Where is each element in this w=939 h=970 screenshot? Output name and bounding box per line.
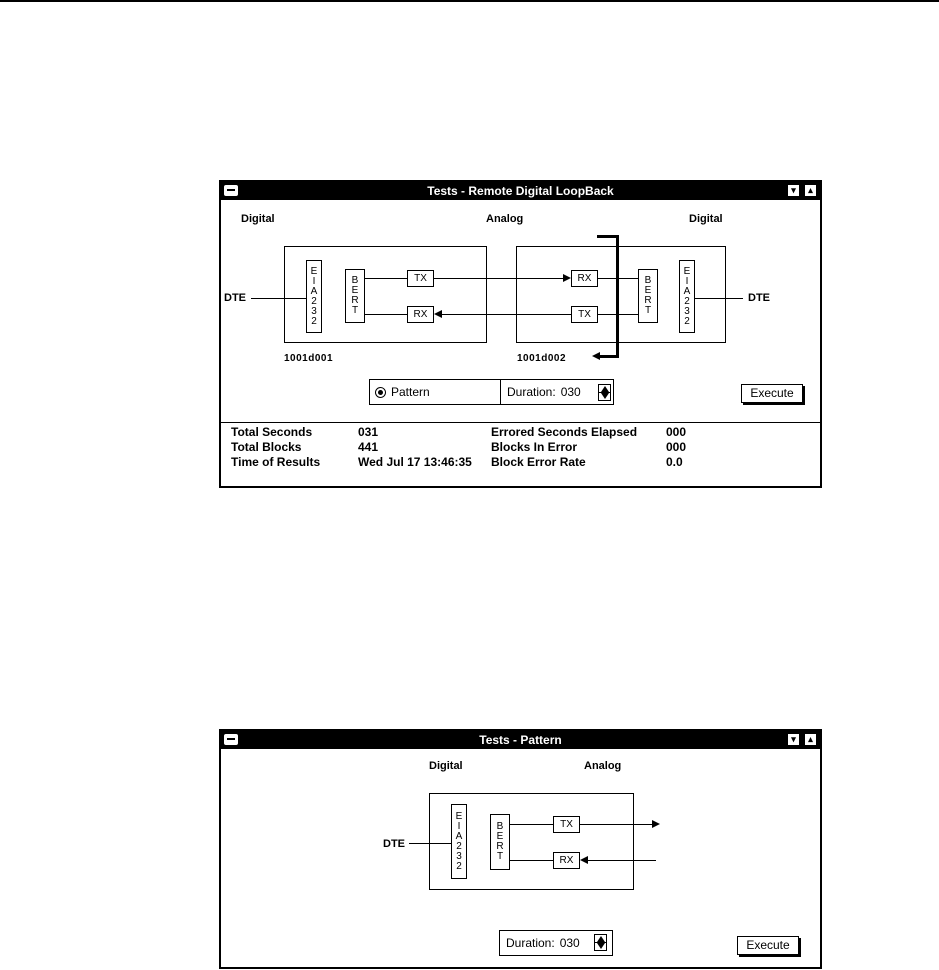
execute-button[interactable]: Execute bbox=[741, 384, 803, 403]
duration-value[interactable]: 030 bbox=[560, 385, 581, 399]
time-of-results-value: Wed Jul 17 13:46:35 bbox=[358, 455, 472, 469]
eia232-block-right: E I A 2 3 2 bbox=[679, 260, 695, 333]
title-bar[interactable] bbox=[221, 731, 820, 749]
digital-label-left: Digital bbox=[241, 213, 275, 225]
blocks-in-error-value: 000 bbox=[666, 440, 687, 454]
system-menu-icon[interactable] bbox=[224, 185, 238, 196]
time-of-results-label: Time of Results bbox=[231, 455, 321, 469]
rx-arrow-icon bbox=[580, 856, 588, 864]
duration-spinner[interactable] bbox=[598, 384, 611, 401]
pattern-label: Pattern bbox=[391, 385, 430, 399]
duration-value[interactable]: 030 bbox=[559, 936, 580, 950]
results-divider bbox=[221, 422, 820, 423]
spin-down-icon[interactable] bbox=[601, 393, 609, 399]
execute-button[interactable]: Execute bbox=[737, 936, 799, 955]
title-bar[interactable] bbox=[221, 182, 820, 200]
bert-block-right: B E R T bbox=[638, 269, 658, 323]
tx-box-left: TX bbox=[407, 270, 434, 287]
rx-signal-line bbox=[588, 860, 656, 861]
errored-seconds-label: Errored Seconds Elapsed bbox=[491, 425, 638, 439]
block-error-rate-value: 0.0 bbox=[666, 455, 683, 469]
digital-label-right: Digital bbox=[689, 213, 723, 225]
dte-line bbox=[409, 843, 451, 844]
dte-label-left: DTE bbox=[224, 292, 246, 304]
window-title: Tests - Pattern bbox=[479, 733, 562, 747]
rx-arrow-icon bbox=[434, 310, 442, 318]
pattern-window bbox=[219, 729, 822, 969]
minimize-icon[interactable]: ▾ bbox=[787, 733, 800, 746]
digital-label: Digital bbox=[429, 760, 463, 772]
pattern-radio[interactable] bbox=[369, 379, 501, 405]
total-seconds-label: Total Seconds bbox=[231, 425, 313, 439]
maximize-icon[interactable]: ▴ bbox=[804, 184, 817, 197]
loopback-arrow-icon bbox=[592, 352, 600, 360]
duration-spinner[interactable] bbox=[594, 934, 607, 951]
rx-box-left: RX bbox=[407, 306, 434, 323]
duration-control[interactable] bbox=[500, 379, 614, 405]
window-title: Tests - Remote Digital LoopBack bbox=[427, 184, 614, 198]
spin-down-icon[interactable] bbox=[597, 943, 605, 949]
total-blocks-value: 441 bbox=[358, 440, 379, 454]
duration-label: Duration: bbox=[506, 936, 555, 950]
total-blocks-label: Total Blocks bbox=[231, 440, 302, 454]
maximize-icon[interactable]: ▴ bbox=[804, 733, 817, 746]
eia232-block-left: E I A 2 3 2 bbox=[306, 260, 322, 333]
dte-line-left bbox=[251, 298, 306, 299]
tx-signal-line bbox=[580, 824, 653, 825]
errored-seconds-value: 000 bbox=[666, 425, 687, 439]
loopback-bracket-bottom bbox=[599, 355, 619, 358]
system-menu-icon[interactable] bbox=[224, 734, 238, 745]
rx-box-right: RX bbox=[571, 270, 598, 287]
rx-box: RX bbox=[553, 852, 580, 869]
tx-box: TX bbox=[553, 816, 580, 833]
tx-box-right: TX bbox=[571, 306, 598, 323]
bert-block: B E R T bbox=[490, 814, 510, 870]
dte-label-right: DTE bbox=[748, 292, 770, 304]
tx-arrow-icon bbox=[652, 820, 660, 828]
block-error-rate-label: Block Error Rate bbox=[491, 455, 586, 469]
node-id-right: 1001d002 bbox=[517, 353, 567, 364]
bert-block-left: B E R T bbox=[345, 269, 365, 323]
page-top-rule bbox=[0, 0, 939, 2]
minimize-icon[interactable]: ▾ bbox=[787, 184, 800, 197]
blocks-in-error-label: Blocks In Error bbox=[491, 440, 578, 454]
analog-label: Analog bbox=[486, 213, 524, 225]
eia232-block: E I A 2 3 2 bbox=[451, 804, 467, 879]
radio-selected-icon[interactable] bbox=[375, 387, 386, 398]
loopback-bracket bbox=[616, 235, 619, 358]
node-id-left: 1001d001 bbox=[284, 353, 334, 364]
remote-loopback-window bbox=[219, 180, 822, 488]
duration-label: Duration: bbox=[507, 385, 556, 399]
analog-label: Analog bbox=[584, 760, 622, 772]
dte-label: DTE bbox=[383, 838, 405, 850]
total-seconds-value: 031 bbox=[358, 425, 379, 439]
dte-line-right bbox=[695, 298, 743, 299]
